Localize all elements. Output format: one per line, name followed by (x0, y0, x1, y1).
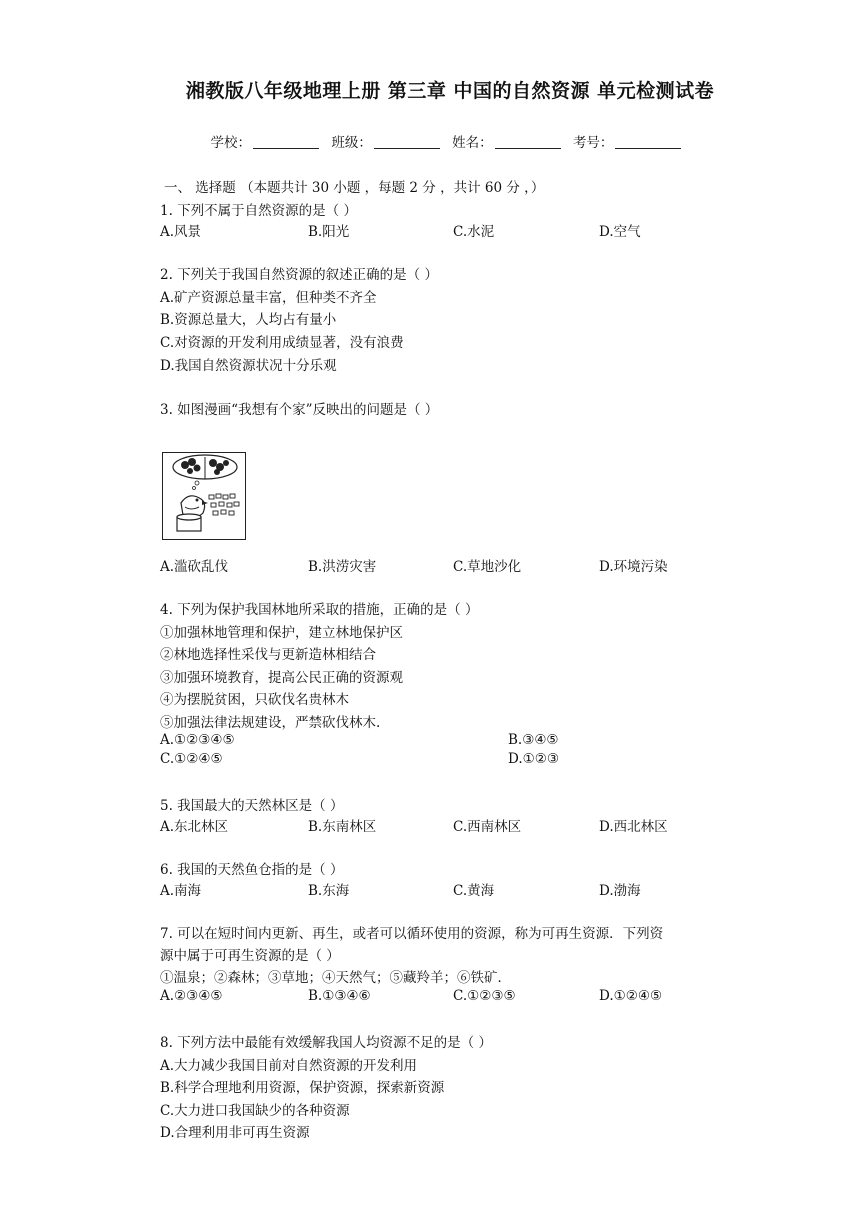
q6-option-d[interactable]: D.渤海 (599, 883, 641, 899)
q4-statement-4: ④为摆脱贫困，只砍伐名贵林木 (160, 692, 349, 708)
q6-option-c[interactable]: C.黄海 (453, 883, 495, 899)
q2-option-d[interactable]: D.我国自然资源状况十分乐观 (160, 358, 337, 374)
section-heading: 一、 选择题 （本题共计 30 小题 ，每题 2 分 ，共计 60 分 ，） (164, 180, 545, 196)
q8-option-b[interactable]: B.科学合理地利用资源，保护资源，探索新资源 (160, 1080, 445, 1096)
name-label: 姓名： (452, 135, 493, 151)
school-label: 学校： (210, 135, 252, 151)
question-7-stem-line-2: 源中属于可再生资源的是（ ） (160, 948, 340, 964)
q8-option-a[interactable]: A.大力减少我国目前对自然资源的开发利用 (160, 1058, 418, 1074)
question-7-stem-line-1: 7. 可以在短时间内更新、再生，或者可以循环使用的资源，称为可再生资源．下列资 (160, 926, 664, 942)
school-blank[interactable] (253, 136, 319, 149)
bird-cartoon-icon (163, 453, 244, 538)
q7-option-b[interactable]: B.①③④⑥ (308, 988, 371, 1004)
question-2-stem: 2. 下列关于我国自然资源的叙述正确的是（ ） (160, 267, 438, 283)
number-blank[interactable] (615, 136, 681, 149)
question-1-stem: 1. 下列不属于自然资源的是（ ） (160, 203, 357, 219)
q8-option-d[interactable]: D.合理利用非可再生资源 (160, 1125, 310, 1141)
q6-option-b[interactable]: B.东海 (308, 883, 350, 899)
q2-option-b[interactable]: B.资源总量大，人均占有量小 (160, 312, 337, 328)
q4-statement-5: ⑤加强法律法规建设，严禁砍伐林木. (160, 715, 381, 731)
q3-option-d[interactable]: D.环境污染 (599, 559, 668, 575)
q1-option-c[interactable]: C.水泥 (453, 224, 495, 240)
question-4-stem: 4. 下列为保护我国林地所采取的措施，正确的是（ ） (160, 602, 479, 618)
class-blank[interactable] (374, 136, 440, 149)
q2-option-a[interactable]: A.矿产资源总量丰富，但种类不齐全 (160, 290, 377, 306)
q4-option-b[interactable]: B.③④⑤ (508, 732, 559, 748)
q2-option-c[interactable]: C.对资源的开发利用成绩显著，没有浪费 (160, 335, 404, 351)
cartoon-image (162, 452, 246, 540)
q4-statement-2: ②林地选择性采伐与更新造林相结合 (160, 647, 376, 663)
page-title: 湘教版八年级地理上册 第三章 中国的自然资源 单元检测试卷 (185, 80, 715, 102)
q1-option-d[interactable]: D.空气 (599, 224, 641, 240)
q1-option-a[interactable]: A.风景 (160, 224, 202, 240)
q5-option-d[interactable]: D.西北林区 (599, 819, 668, 835)
question-8-stem: 8. 下列方法中最能有效缓解我国人均资源不足的是（ ） (160, 1035, 492, 1051)
q7-items: ①温泉；②森林；③草地；④天然气；⑤藏羚羊；⑥铁矿． (160, 970, 511, 986)
q4-statement-1: ①加强林地管理和保护，建立林地保护区 (160, 625, 403, 641)
q3-option-b[interactable]: B.洪涝灾害 (308, 559, 377, 575)
q4-option-a[interactable]: A.①②③④⑤ (160, 732, 235, 748)
class-label: 班级： (331, 135, 372, 151)
q5-option-b[interactable]: B.东南林区 (308, 819, 377, 835)
name-blank[interactable] (495, 136, 561, 149)
q4-statement-3: ③加强环境教育，提高公民正确的资源观 (160, 670, 403, 686)
question-3-stem: 3. 如图漫画“我想有个家”反映出的问题是（ ） (160, 402, 439, 418)
q3-option-c[interactable]: C.草地沙化 (453, 559, 522, 575)
question-5-stem: 5. 我国最大的天然林区是（ ） (160, 798, 344, 814)
q3-option-a[interactable]: A.滥砍乱伐 (160, 559, 229, 575)
q1-option-b[interactable]: B.阳光 (308, 224, 350, 240)
q4-option-c[interactable]: C.①②④⑤ (160, 751, 223, 767)
q6-option-a[interactable]: A.南海 (160, 883, 202, 899)
q7-option-d[interactable]: D.①②④⑤ (599, 988, 663, 1004)
q5-option-a[interactable]: A.东北林区 (160, 819, 229, 835)
student-info-line (0, 131, 860, 151)
q8-option-c[interactable]: C.大力进口我国缺少的各种资源 (160, 1103, 350, 1119)
q5-option-c[interactable]: C.西南林区 (453, 819, 522, 835)
q4-option-d[interactable]: D.①②③ (508, 751, 559, 767)
number-label: 考号： (572, 135, 614, 151)
q7-option-a[interactable]: A.②③④⑤ (160, 988, 223, 1004)
question-6-stem: 6. 我国的天然鱼仓指的是（ ） (160, 862, 344, 878)
q7-option-c[interactable]: C.①②③⑤ (453, 988, 516, 1004)
